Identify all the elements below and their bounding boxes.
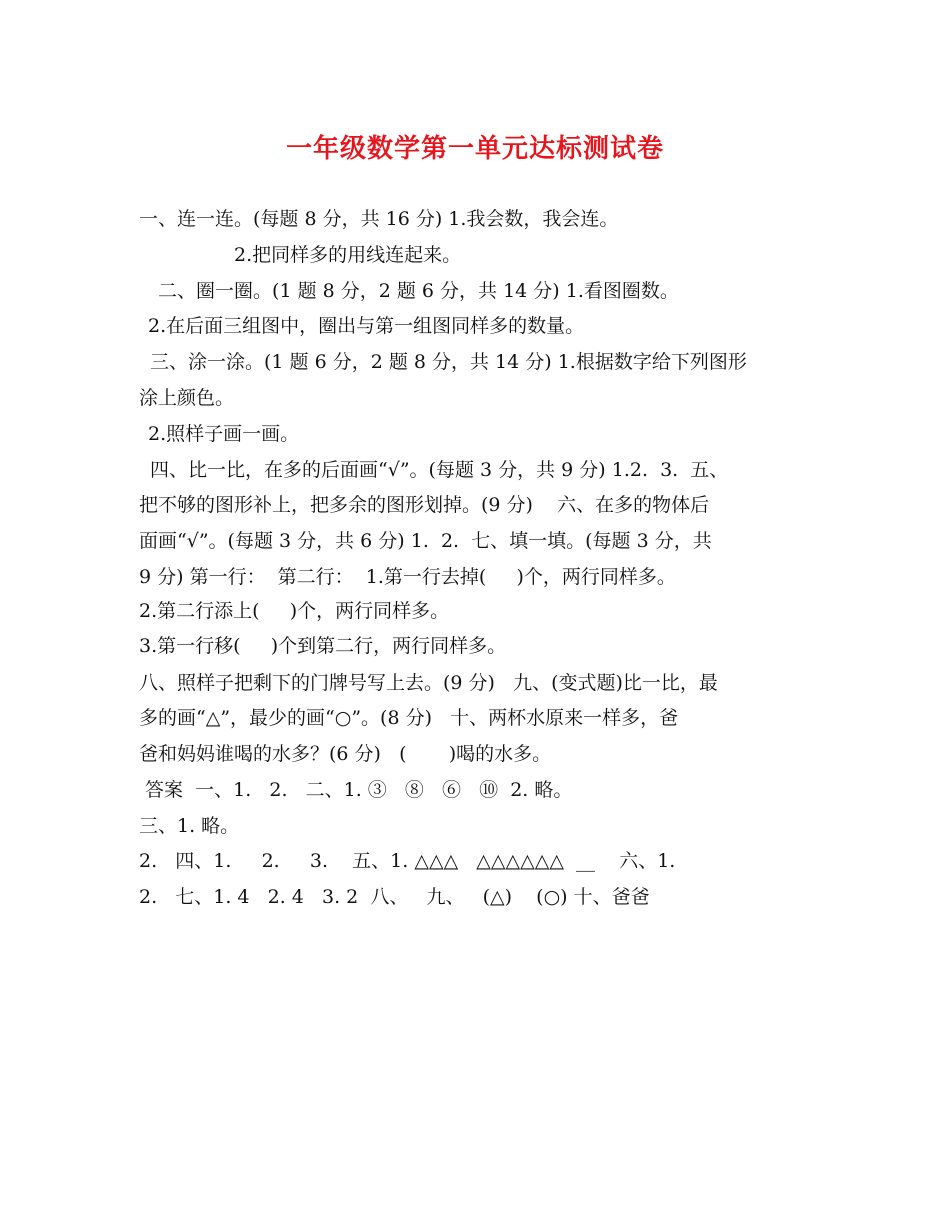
text-line: 八、照样子把剩下的门牌号写上去。(9 分) 九、(变式题)比一比，最 — [139, 672, 718, 694]
answer-line: 三、1. 略。 — [139, 815, 240, 837]
text-line: 多的画“△”，最少的画“○”。(8 分) 十、两杯水原来一样多，爸 — [139, 707, 679, 729]
text-line: 一、连一连。(每题 8 分，共 16 分) 1.我会数，我会连。 — [139, 208, 619, 230]
text-line: 二、圈一圈。(1 题 8 分，2 题 6 分，共 14 分) 1.看图圈数。 — [152, 280, 679, 302]
text-line: 2.把同样多的用线连起来。 — [234, 244, 462, 266]
page-title: 一年级数学第一单元达标测试卷 — [285, 134, 664, 164]
text-line: 三、涂一涂。(1 题 6 分，2 题 8 分，共 14 分) 1.根据数字给下列图形 — [150, 351, 747, 373]
answer-line: 2. 七、1. 4 2. 4 3. 2 八、 九、 (△) (○) 十、爸爸 — [139, 886, 650, 908]
text-line: 2.照样子画一画。 — [148, 423, 300, 445]
answer-line: 2. 四、1. 2. 3. 五、1. △△△ △△△△△△ __ 六、1. — [139, 850, 676, 872]
answer-line: 答案 一、1. 2. 二、1. ③ ⑧ ⑥ ⑩ 2. 略。 — [139, 779, 573, 801]
text-line: 2.在后面三组图中，圈出与第一组图同样多的数量。 — [148, 315, 585, 337]
text-line: 9 分) 第一行： 第二行： 1.第一行去掉( )个，两行同样多。 — [139, 566, 676, 588]
text-line: 爸和妈妈谁喝的水多？(6 分) ( )喝的水多。 — [139, 743, 552, 765]
text-line: 2.第二行添上( )个，两行同样多。 — [139, 600, 450, 622]
text-line: 面画“√”。(每题 3 分，共 6 分) 1. 2. 七、填一填。(每题 3 分，共 — [139, 530, 712, 552]
text-line: 涂上颜色。 — [139, 387, 235, 409]
text-line: 3.第一行移( )个到第二行，两行同样多。 — [139, 635, 507, 657]
text-line: 四、比一比，在多的后面画“√”。(每题 3 分，共 9 分) 1.2. 3. 五、 — [150, 459, 729, 481]
text-line: 把不够的图形补上，把多余的图形划掉。(9 分) 六、在多的物体后 — [139, 494, 710, 516]
